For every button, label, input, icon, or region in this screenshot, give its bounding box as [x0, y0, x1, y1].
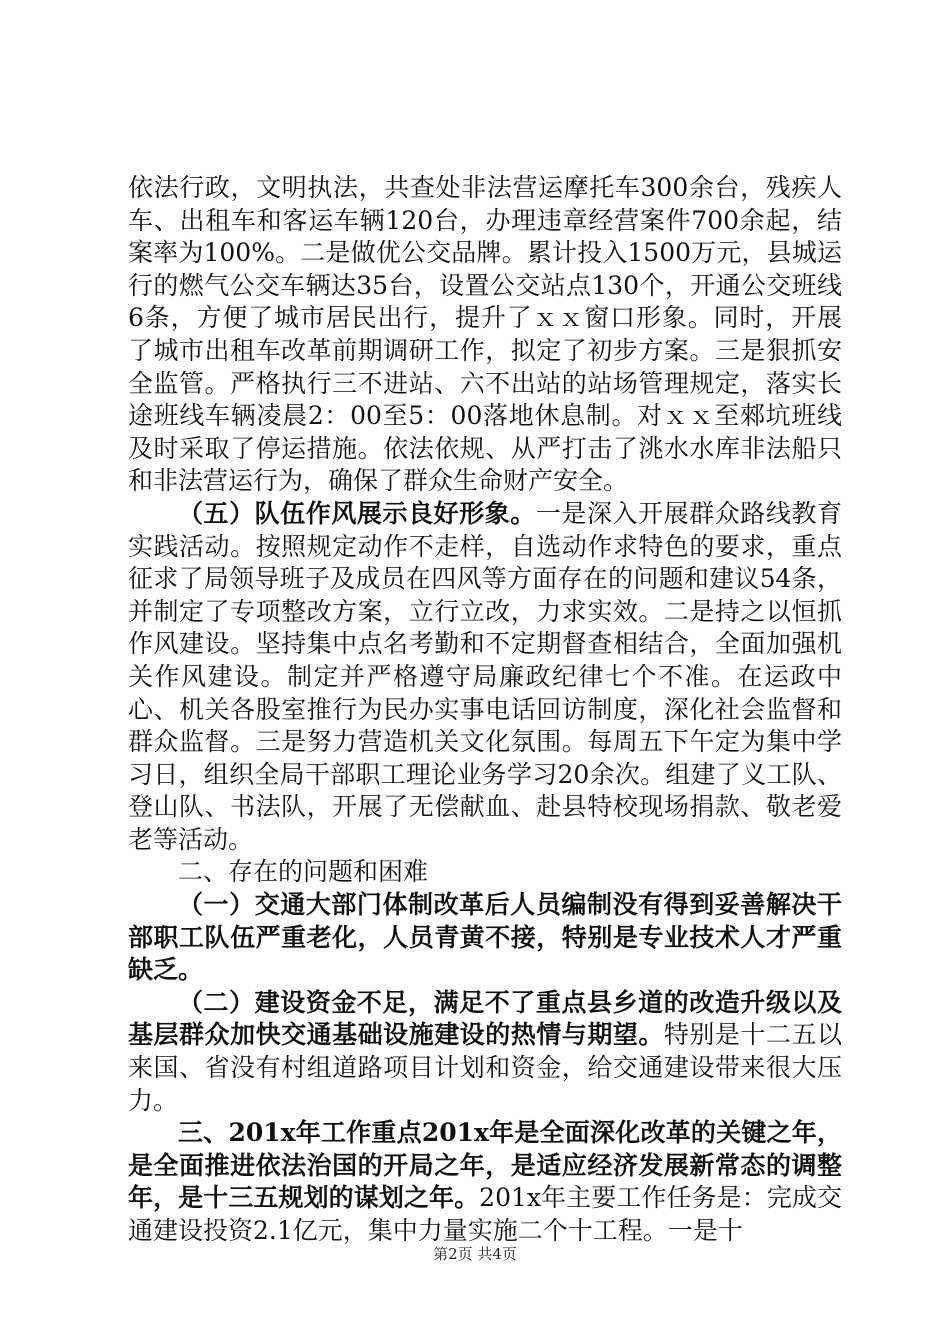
page-number-footer: 第2页 共4页	[433, 1245, 517, 1263]
document-body	[128, 172, 842, 1248]
paragraph-team-style-heading: （五）队伍作风展示良好形象。	[178, 498, 536, 528]
paragraph-funding-problem-heading: （二）建设资金不足，满足不了重点县乡道的改造升级以及基层群众加快交通基础设施建设的热情与期望。	[128, 987, 842, 1050]
paragraph-work-priorities	[128, 1117, 842, 1247]
paragraph-work-priorities-heading: 三、201x年工作重点201x年是全面深化改革的关键之年，是全面推进依法治国的开局之年，是适应经济发展新常态的调整年，是十三五规划的谋划之年。	[128, 1118, 842, 1213]
paragraph-staffing-problem: （一）交通大部门体制改革后人员编制没有得到妥善解决干部职工队伍严重老化，人员青黄不接，特别是专业技术人才严重缺乏。	[128, 890, 842, 985]
paragraph-law-enforcement: 依法行政，文明执法，共查处非法营运摩托车300余台，残疾人车、出租车和客运车辆120台，办理违章经营案件700余起，结案率为100%。二是做优公交品牌。累计投入1500万元，县城运行的燃气公交车辆达35台，设置公交站点130个，开通公交班线6条，方便了城市居民出行，提升了ｘｘ窗口形象。同时，开展了城市出租车改革前期调研工作，拟定了初步方案。三是狠抓安全监管。严格执行三不进站、六不出站的站场管理规定，落实长途班线车辆凌晨2：00至5：00落地休息制。对ｘｘ至郲坑班线及时采取了停运措施。依法依规、从严打击了洮水水库非法船只和非法营运行为，确保了群众生命财产安全。	[128, 173, 842, 496]
paragraph-funding-problem	[128, 987, 842, 1117]
section-heading-problems: 二、存在的问题和困难	[178, 857, 429, 887]
paragraph-funding-problem-body: 特别是十二五以来国、省没有村组道路项目计划和资金，给交通建设带来很大压力。	[128, 1020, 842, 1115]
paragraph-team-style-body: 一是深入开展群众路线教育实践活动。按照规定动作不走样，自选动作求特色的要求，重点征求了局领导班子及成员在四风等方面存在的问题和建议54条，并制定了专项整改方案，立行立改，力求实效。二是持之以恒抓作风建设。坚持集中点名考勤和不定期督查相结合，全面加强机关作风建设。制定并严格遵守局廉政纪律七个不准。在运政中心、机关各股室推行为民办实事电话回访制度，深化社会监督和群众监督。三是努力营造机关文化氛围。每周五下午定为集中学习日，组织全局干部职工理论业务学习20余次。组建了义工队、登山队、书法队，开展了无偿献血、赴县特校现场捐款、敬老爱老等活动。	[128, 498, 842, 854]
paragraph-work-priorities-body: 201x年主要工作任务是：完成交通建设投资2.1亿元，集中力量实施二个十工程。一是十	[128, 1183, 842, 1245]
paragraph-team-style	[128, 498, 842, 857]
